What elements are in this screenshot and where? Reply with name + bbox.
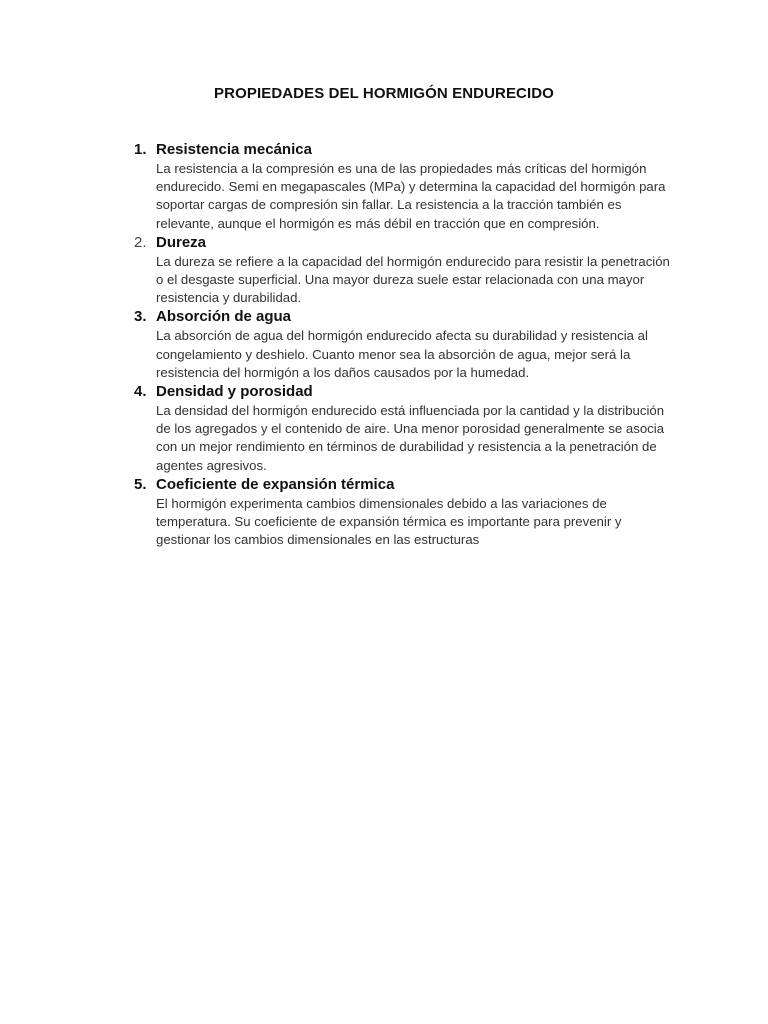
section-item-dureza [130,233,670,308]
section-body: La resistencia a la compresión es una de las propiedades más críticas del hormigón endurecido. Semi en megapascales (MPa) y determina la capacidad del hormigón para soportar cargas de compresión sin fallar. La resistencia a la tracción también es relevante, aunque el hormigón es más débil en tracción que en compresión. [156,161,666,231]
page-title: PROPIEDADES DEL HORMIGÓN ENDURECIDO [214,85,554,102]
section-body: El hormigón experimenta cambios dimensionales debido a las variaciones de temperatura. Su coeficiente de expansión térmica es importante para prevenir y gestionar los cambios dimensionales en las estructuras [156,495,622,548]
section-number: 1. [134,141,147,158]
section-number: 3. [134,308,147,326]
section-item-absorcion [130,307,670,382]
section-body: La dureza se refiere a la capacidad del hormigón endurecido para resistir la penetración o el desgaste superficial. Una mayor dureza suele estar relacionada con una mayor resistencia y durabilidad. [156,253,670,306]
section-heading: Dureza [156,233,207,251]
section-item-coeficiente [130,475,670,550]
section-heading: Densidad y porosidad [156,383,313,401]
section-heading: Absorción de agua [156,308,292,326]
section-item-resistencia [130,140,670,233]
section-body: La densidad del hormigón endurecido está influenciada por la cantidad y la distribución de los agregados y el contenido de aire. Una menor porosidad generalmente se asocia con un mejor rendimiento en términos de durabilidad y resistencia a la penetración de agentes agresivos. [156,403,665,473]
section-list [130,140,670,549]
section-number: 4. [134,383,147,401]
section-heading: Coeficiente de expansión térmica [156,475,395,493]
section-number: 2. [134,233,147,251]
section-number: 5. [134,475,147,493]
section-body: La absorción de agua del hormigón endurecido afecta su durabilidad y resistencia al congelamiento y deshielo. Cuanto menor sea la absorción de agua, mejor será la resistencia del hormigón a los daños causados por la humedad. [156,328,648,380]
section-item-densidad [130,382,670,475]
section-heading: Resistencia mecánica [156,141,312,158]
